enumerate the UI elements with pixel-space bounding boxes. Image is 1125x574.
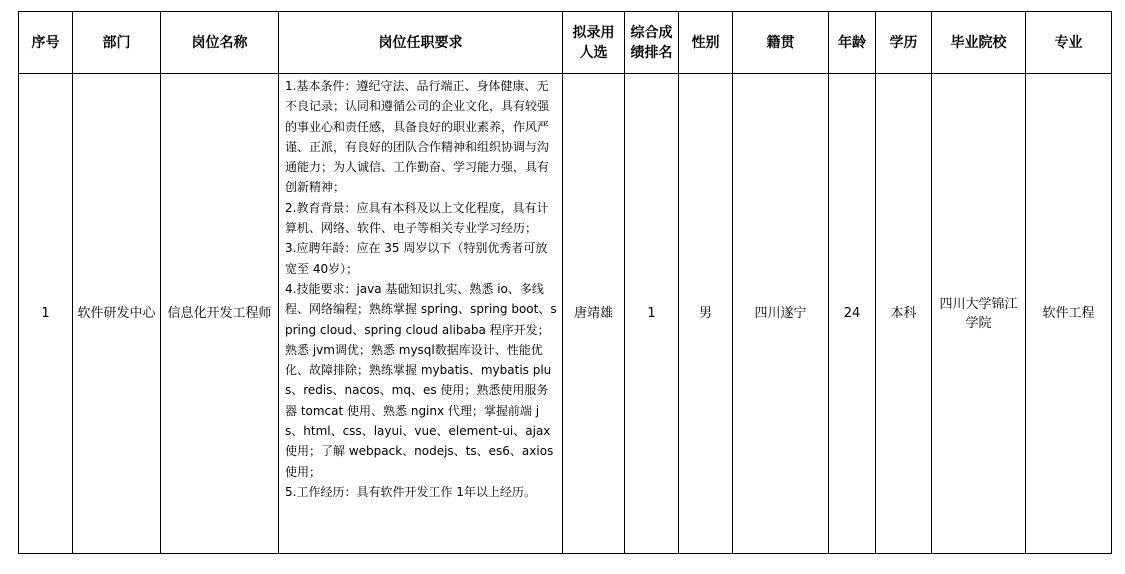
col-header-seq: 序号 bbox=[19, 12, 73, 74]
requirement-skills: 4.技能要求：java 基础知识扎实、熟悉 io、多线程、网络编程；熟练掌握 spring、spring boot、spring cloud、spring cloud alibaba 程序开发；熟悉 jvm调优；熟悉 mysql数据库设计、性能优化、故障排除；熟练掌握 mybatis、mybatis plus、redis、nacos、mq、es 使用；熟悉使用服务器 tomcat 使用、熟悉 nginx 代理；掌握前端 js、html、css、layui、vue、element-ui、ajax使用；了解 webpack、nodejs、ts、es6、axios 使用； bbox=[285, 281, 557, 479]
col-header-education: 学历 bbox=[876, 12, 932, 74]
col-header-major: 专业 bbox=[1026, 12, 1112, 74]
cell-school: 四川大学锦江学院 bbox=[932, 74, 1026, 554]
col-header-department: 部门 bbox=[73, 12, 161, 74]
col-header-native-place: 籍贯 bbox=[733, 12, 829, 74]
header-row bbox=[19, 12, 1112, 74]
cell-requirements bbox=[279, 74, 563, 554]
cell-age: 24 bbox=[829, 74, 876, 554]
cell-gender: 男 bbox=[679, 74, 733, 554]
col-header-gender: 性别 bbox=[679, 12, 733, 74]
col-header-candidate: 拟录用人选 bbox=[563, 12, 625, 74]
col-header-school: 毕业院校 bbox=[932, 12, 1026, 74]
cell-department: 软件研发中心 bbox=[73, 74, 161, 554]
col-header-requirements: 岗位任职要求 bbox=[279, 12, 563, 74]
col-header-position: 岗位名称 bbox=[161, 12, 279, 74]
requirement-age: 3.应聘年龄：应在 35 周岁以下（特别优秀者可放宽至 40岁）； bbox=[285, 241, 548, 276]
cell-candidate: 唐靖雄 bbox=[563, 74, 625, 554]
cell-rank: 1 bbox=[625, 74, 679, 554]
col-header-age: 年龄 bbox=[829, 12, 876, 74]
cell-major: 软件工程 bbox=[1026, 74, 1112, 554]
candidate-table bbox=[18, 11, 1112, 554]
cell-position: 信息化开发工程师 bbox=[161, 74, 279, 554]
cell-education: 本科 bbox=[876, 74, 932, 554]
col-header-rank: 综合成绩排名 bbox=[625, 12, 679, 74]
cell-seq: 1 bbox=[19, 74, 73, 554]
table-row bbox=[19, 74, 1112, 554]
requirement-experience: 5.工作经历：具有软件开发工作 1年以上经历。 bbox=[285, 484, 536, 499]
cell-native-place: 四川遂宁 bbox=[733, 74, 829, 554]
requirement-education: 2.教育背景：应具有本科及以上文化程度，具有计算机、网络、软件、电子等相关专业学习经历； bbox=[285, 200, 549, 236]
requirement-basic: 1.基本条件：遵纪守法、品行端正、身体健康、无不良记录；认同和遵循公司的企业文化，具有较强的事业心和责任感，具备良好的职业素养，作风严谨、正派，有良好的团队合作精神和组织协调与沟通能力；为人诚信、工作勤奋、学习能力强，具有创新精神； bbox=[285, 79, 550, 195]
